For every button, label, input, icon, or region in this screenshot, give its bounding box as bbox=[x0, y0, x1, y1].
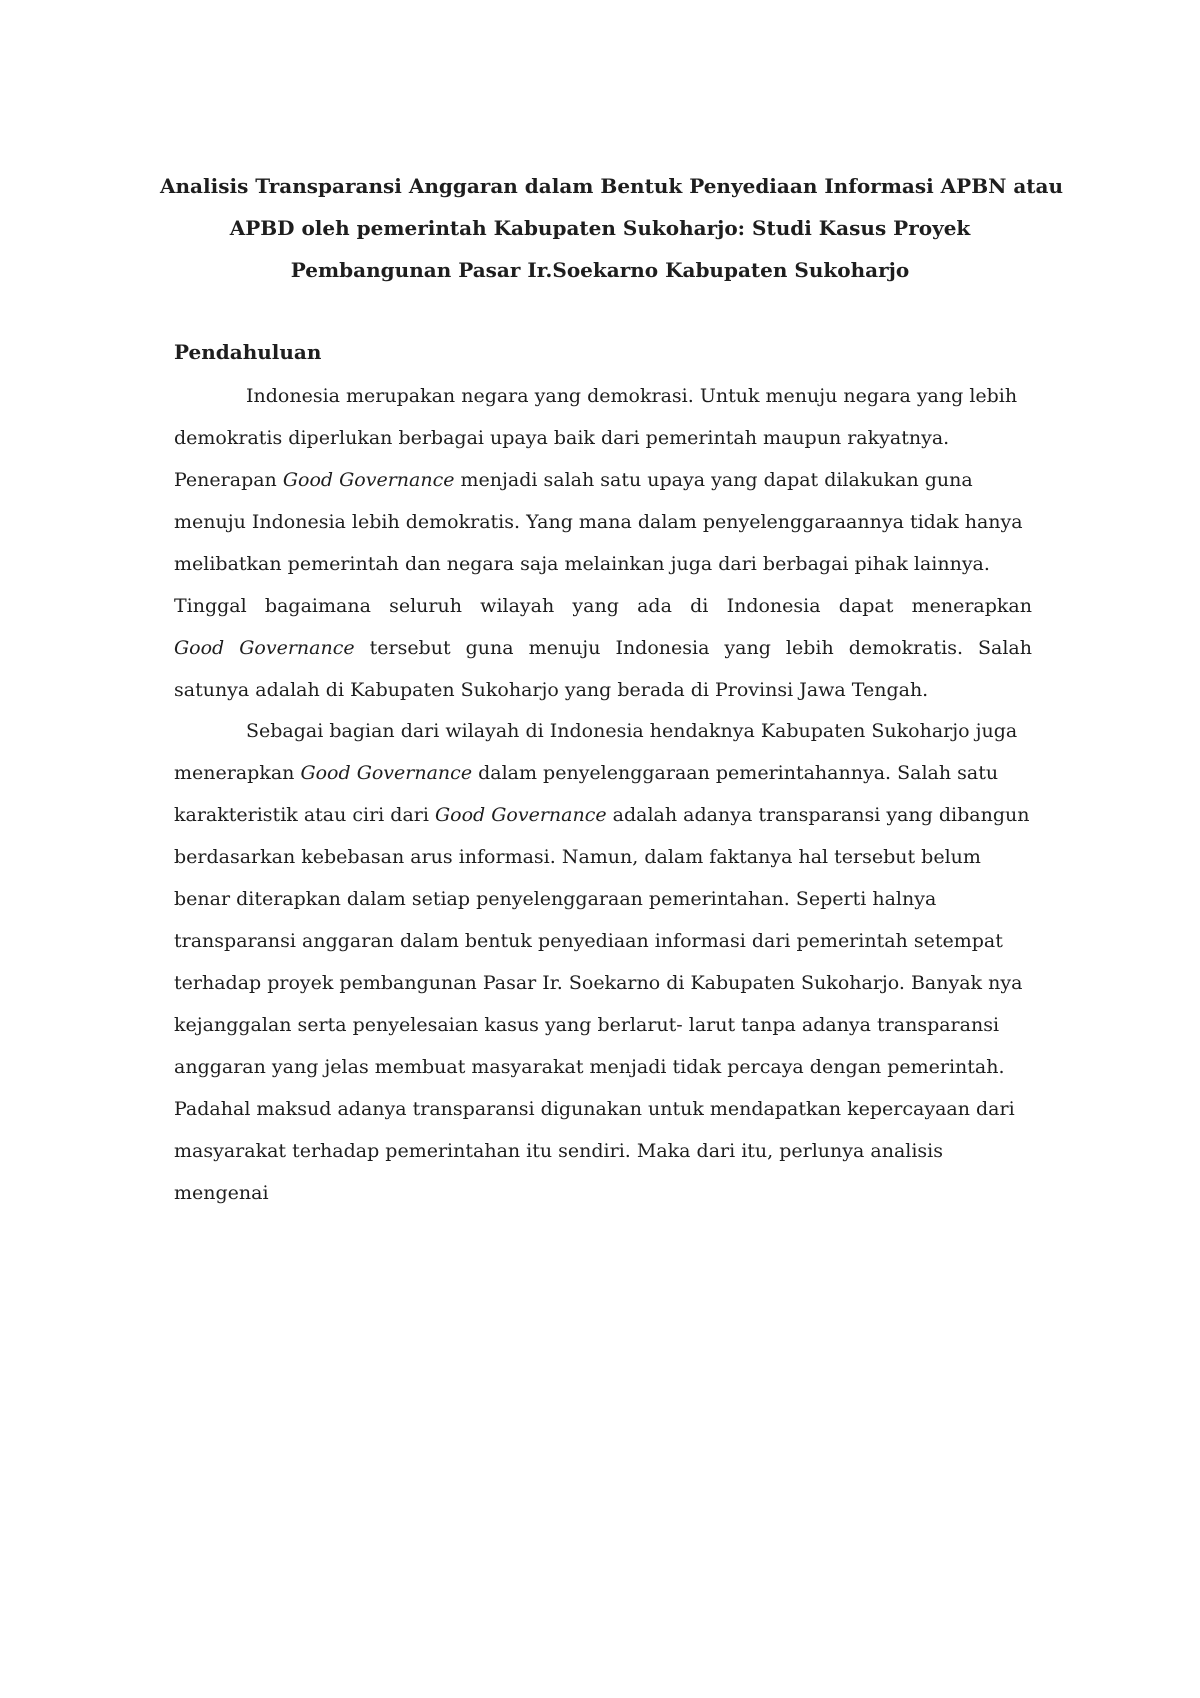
paragraph-2-line-4: berdasarkan kebebasan arus informasi. Namun, dalam faktanya hal tersebut belum bbox=[174, 846, 981, 868]
paragraph-2-line-8: kejanggalan serta penyelesaian kasus yang berlarut- larut tanpa adanya transparansi bbox=[174, 1014, 1000, 1036]
text-run: menjadi salah satu upaya yang dapat dilakukan guna bbox=[454, 469, 973, 491]
paragraph-1-line-6: Tinggal bagaimana seluruh wilayah yang ada di Indonesia dapat menerapkan bbox=[174, 595, 1032, 617]
paragraph-2-line-3 bbox=[174, 794, 1032, 836]
text-run: dalam penyelenggaraan pemerintahannya. Salah satu bbox=[472, 762, 999, 784]
text-run: menerapkan bbox=[174, 762, 301, 784]
paragraph-2-line-11: masyarakat terhadap pemerintahan itu sendiri. Maka dari itu, perlunya analisis bbox=[174, 1140, 944, 1162]
title-line-1: Analisis Transparansi Anggaran dalam Bentuk Penyediaan Informasi APBN atau bbox=[160, 174, 1064, 198]
paragraph-2-line-6: transparansi anggaran dalam bentuk penyediaan informasi dari pemerintah setempat bbox=[174, 930, 1003, 952]
emphasis-good-governance: Good Governance bbox=[300, 762, 473, 784]
paragraph-1-line-7 bbox=[174, 627, 1032, 669]
emphasis-good-governance: Good Governance bbox=[174, 637, 355, 659]
paragraph-2-line-7: terhadap proyek pembangunan Pasar Ir. Soekarno di Kabupaten Sukoharjo. Banyak nya bbox=[174, 972, 1023, 994]
paragraph-2-line-2 bbox=[174, 752, 1032, 794]
paragraph-1 bbox=[174, 375, 1032, 711]
text-run: Penerapan bbox=[174, 469, 283, 491]
paragraph-1-line-4: menuju Indonesia lebih demokratis. Yang mana dalam penyelenggaraannya tidak hanya bbox=[174, 511, 1023, 533]
paragraph-1-line-2: demokratis diperlukan berbagai upaya baik dari pemerintah maupun rakyatnya. bbox=[174, 427, 950, 449]
paragraph-2-line-12: mengenai bbox=[174, 1182, 269, 1204]
text-run: adalah adanya transparansi yang dibangun bbox=[606, 804, 1030, 826]
paragraph-1-line-1: Indonesia merupakan negara yang demokrasi. Untuk menuju negara yang lebih bbox=[246, 385, 1018, 407]
section-heading: Pendahuluan bbox=[174, 340, 322, 364]
paragraph-2-line-5: benar diterapkan dalam setiap penyelenggaraan pemerintahan. Seperti halnya bbox=[174, 888, 937, 910]
text-run: karakteristik atau ciri dari bbox=[174, 804, 435, 826]
paragraph-1-line-3 bbox=[174, 459, 1032, 501]
paragraph-2 bbox=[174, 710, 1032, 1214]
emphasis-good-governance: Good Governance bbox=[435, 804, 607, 826]
paragraph-2-line-10: Padahal maksud adanya transparansi digunakan untuk mendapatkan kepercayaan dari bbox=[174, 1098, 1015, 1120]
paragraph-2-line-9: anggaran yang jelas membuat masyarakat menjadi tidak percaya dengan pemerintah. bbox=[174, 1056, 1005, 1078]
text-run: tersebut guna menuju Indonesia yang lebih demokratis. Salah bbox=[354, 637, 1032, 659]
emphasis-good-governance: Good Governance bbox=[282, 469, 455, 491]
paragraph-2-line-1: Sebagai bagian dari wilayah di Indonesia hendaknya Kabupaten Sukoharjo juga bbox=[246, 720, 1018, 742]
paragraph-1-line-5: melibatkan pemerintah dan negara saja melainkan juga dari berbagai pihak lainnya. bbox=[174, 553, 990, 575]
title-line-2: APBD oleh pemerintah Kabupaten Sukoharjo: Studi Kasus Proyek bbox=[229, 216, 971, 240]
document-title bbox=[160, 165, 1064, 291]
title-line-3: Pembangunan Pasar Ir.Soekarno Kabupaten Sukoharjo bbox=[290, 258, 910, 282]
paragraph-1-line-8: satunya adalah di Kabupaten Sukoharjo yang berada di Provinsi Jawa Tengah. bbox=[174, 679, 929, 701]
